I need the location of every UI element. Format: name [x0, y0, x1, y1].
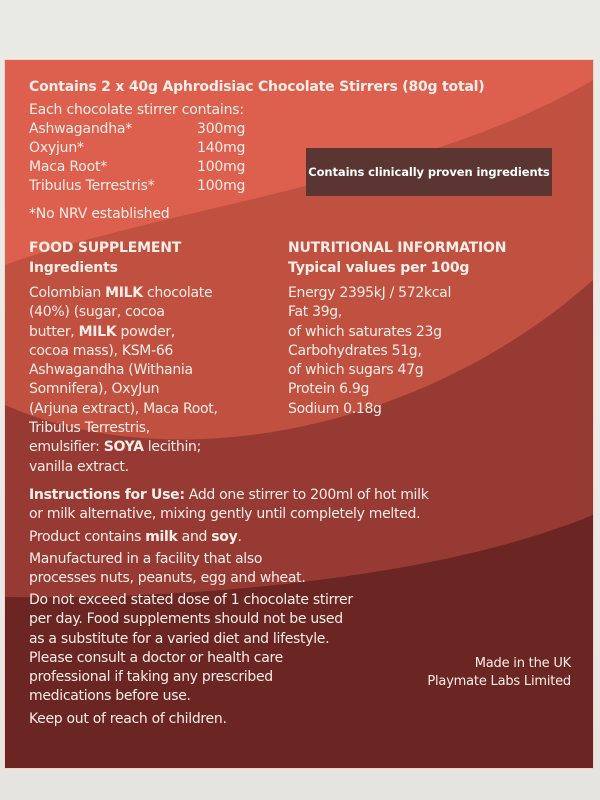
children-warning: Keep out of reach of children. [29, 711, 227, 727]
nutrition-line: of which sugars 47g [288, 362, 424, 379]
product-label-panel [5, 60, 593, 768]
ingredient-name: Maca Root* [29, 159, 108, 175]
nutrition-line: Energy 2395kJ / 572kcal [288, 285, 452, 301]
instructions-block [29, 486, 429, 525]
nutrition-line: Fat 39g, [288, 304, 343, 321]
ingredients-line: Tribulus Terrestris, [29, 420, 150, 437]
ingredients-line: (Arjuna extract), Maca Root, [29, 400, 218, 417]
ingredients-heading: Ingredients [29, 260, 118, 276]
ingredients-list [29, 284, 218, 477]
company-name: Playmate Labs Limited [427, 674, 571, 689]
ingredients-line: Somnifera), OxyJun [29, 381, 160, 398]
ingredients-line: Colombian MILK chocolate [29, 285, 213, 301]
instructions-line: or milk alternative, mixing gently until completely melted. [29, 506, 421, 523]
nutrition-line: of which saturates 23g [288, 323, 442, 340]
nutrition-heading: NUTRITIONAL INFORMATION [288, 240, 507, 256]
clinically-proven-badge [306, 148, 552, 196]
ingredients-line: cocoa mass), KSM-66 [29, 342, 174, 359]
nutrition-list [288, 284, 451, 419]
stirrer-contents-label: Each chocolate stirrer contains: [29, 102, 244, 118]
ingredient-amount: 100mg [197, 178, 246, 194]
ingredients-line: butter, MILK powder, [29, 323, 175, 340]
allergen-statement: Product contains milk and soy. [29, 529, 242, 545]
nrv-note: *No NRV established [29, 206, 170, 222]
ingredients-line: (40%) (sugar, cocoa [29, 304, 165, 321]
badge-label: Contains clinically proven ingredients [308, 165, 550, 179]
ingredient-name: Tribulus Terrestris* [29, 178, 155, 194]
ingredients-line: emulsifier: SOYA lecithin; [29, 439, 202, 456]
food-supplement-heading: FOOD SUPPLEMENT [29, 240, 182, 256]
ingredient-name: Oxyjun* [29, 140, 84, 156]
active-ingredient-row [29, 159, 246, 175]
dosage-warning: Do not exceed stated dose of 1 chocolate stirrer per day. Food supplements should not be used as a substitute for a varied diet and lifestyle. Please consult a doctor or health care professional if taking any prescribed medications before use. [29, 592, 353, 705]
ingredient-name: Ashwagandha* [29, 121, 133, 137]
ingredient-amount: 100mg [197, 159, 246, 175]
ingredients-line: vanilla extract. [29, 458, 129, 475]
nutrition-line: Carbohydrates 51g, [288, 342, 422, 359]
ingredients-line: Ashwagandha (Withania [29, 362, 193, 379]
instructions-line: Instructions for Use: Add one stirrer to 200ml of hot milk [29, 487, 429, 503]
nutrition-line: Sodium 0.18g [288, 400, 382, 417]
nutrition-line: Protein 6.9g [288, 381, 370, 398]
nutrition-subheading: Typical values per 100g [288, 260, 470, 276]
facility-warning: Manufactured in a facility that also processes nuts, peanuts, egg and wheat. [29, 551, 306, 587]
origin-label: Made in the UK [474, 656, 571, 671]
ingredient-amount: 300mg [197, 121, 246, 137]
product-title: Contains 2 x 40g Aphrodisiac Chocolate Stirrers (80g total) [29, 79, 485, 95]
ingredient-amount: 140mg [197, 140, 246, 156]
manufacturer-info [427, 655, 571, 691]
active-ingredient-row [29, 178, 246, 194]
active-ingredient-row [29, 140, 246, 156]
active-ingredient-row [29, 121, 246, 137]
